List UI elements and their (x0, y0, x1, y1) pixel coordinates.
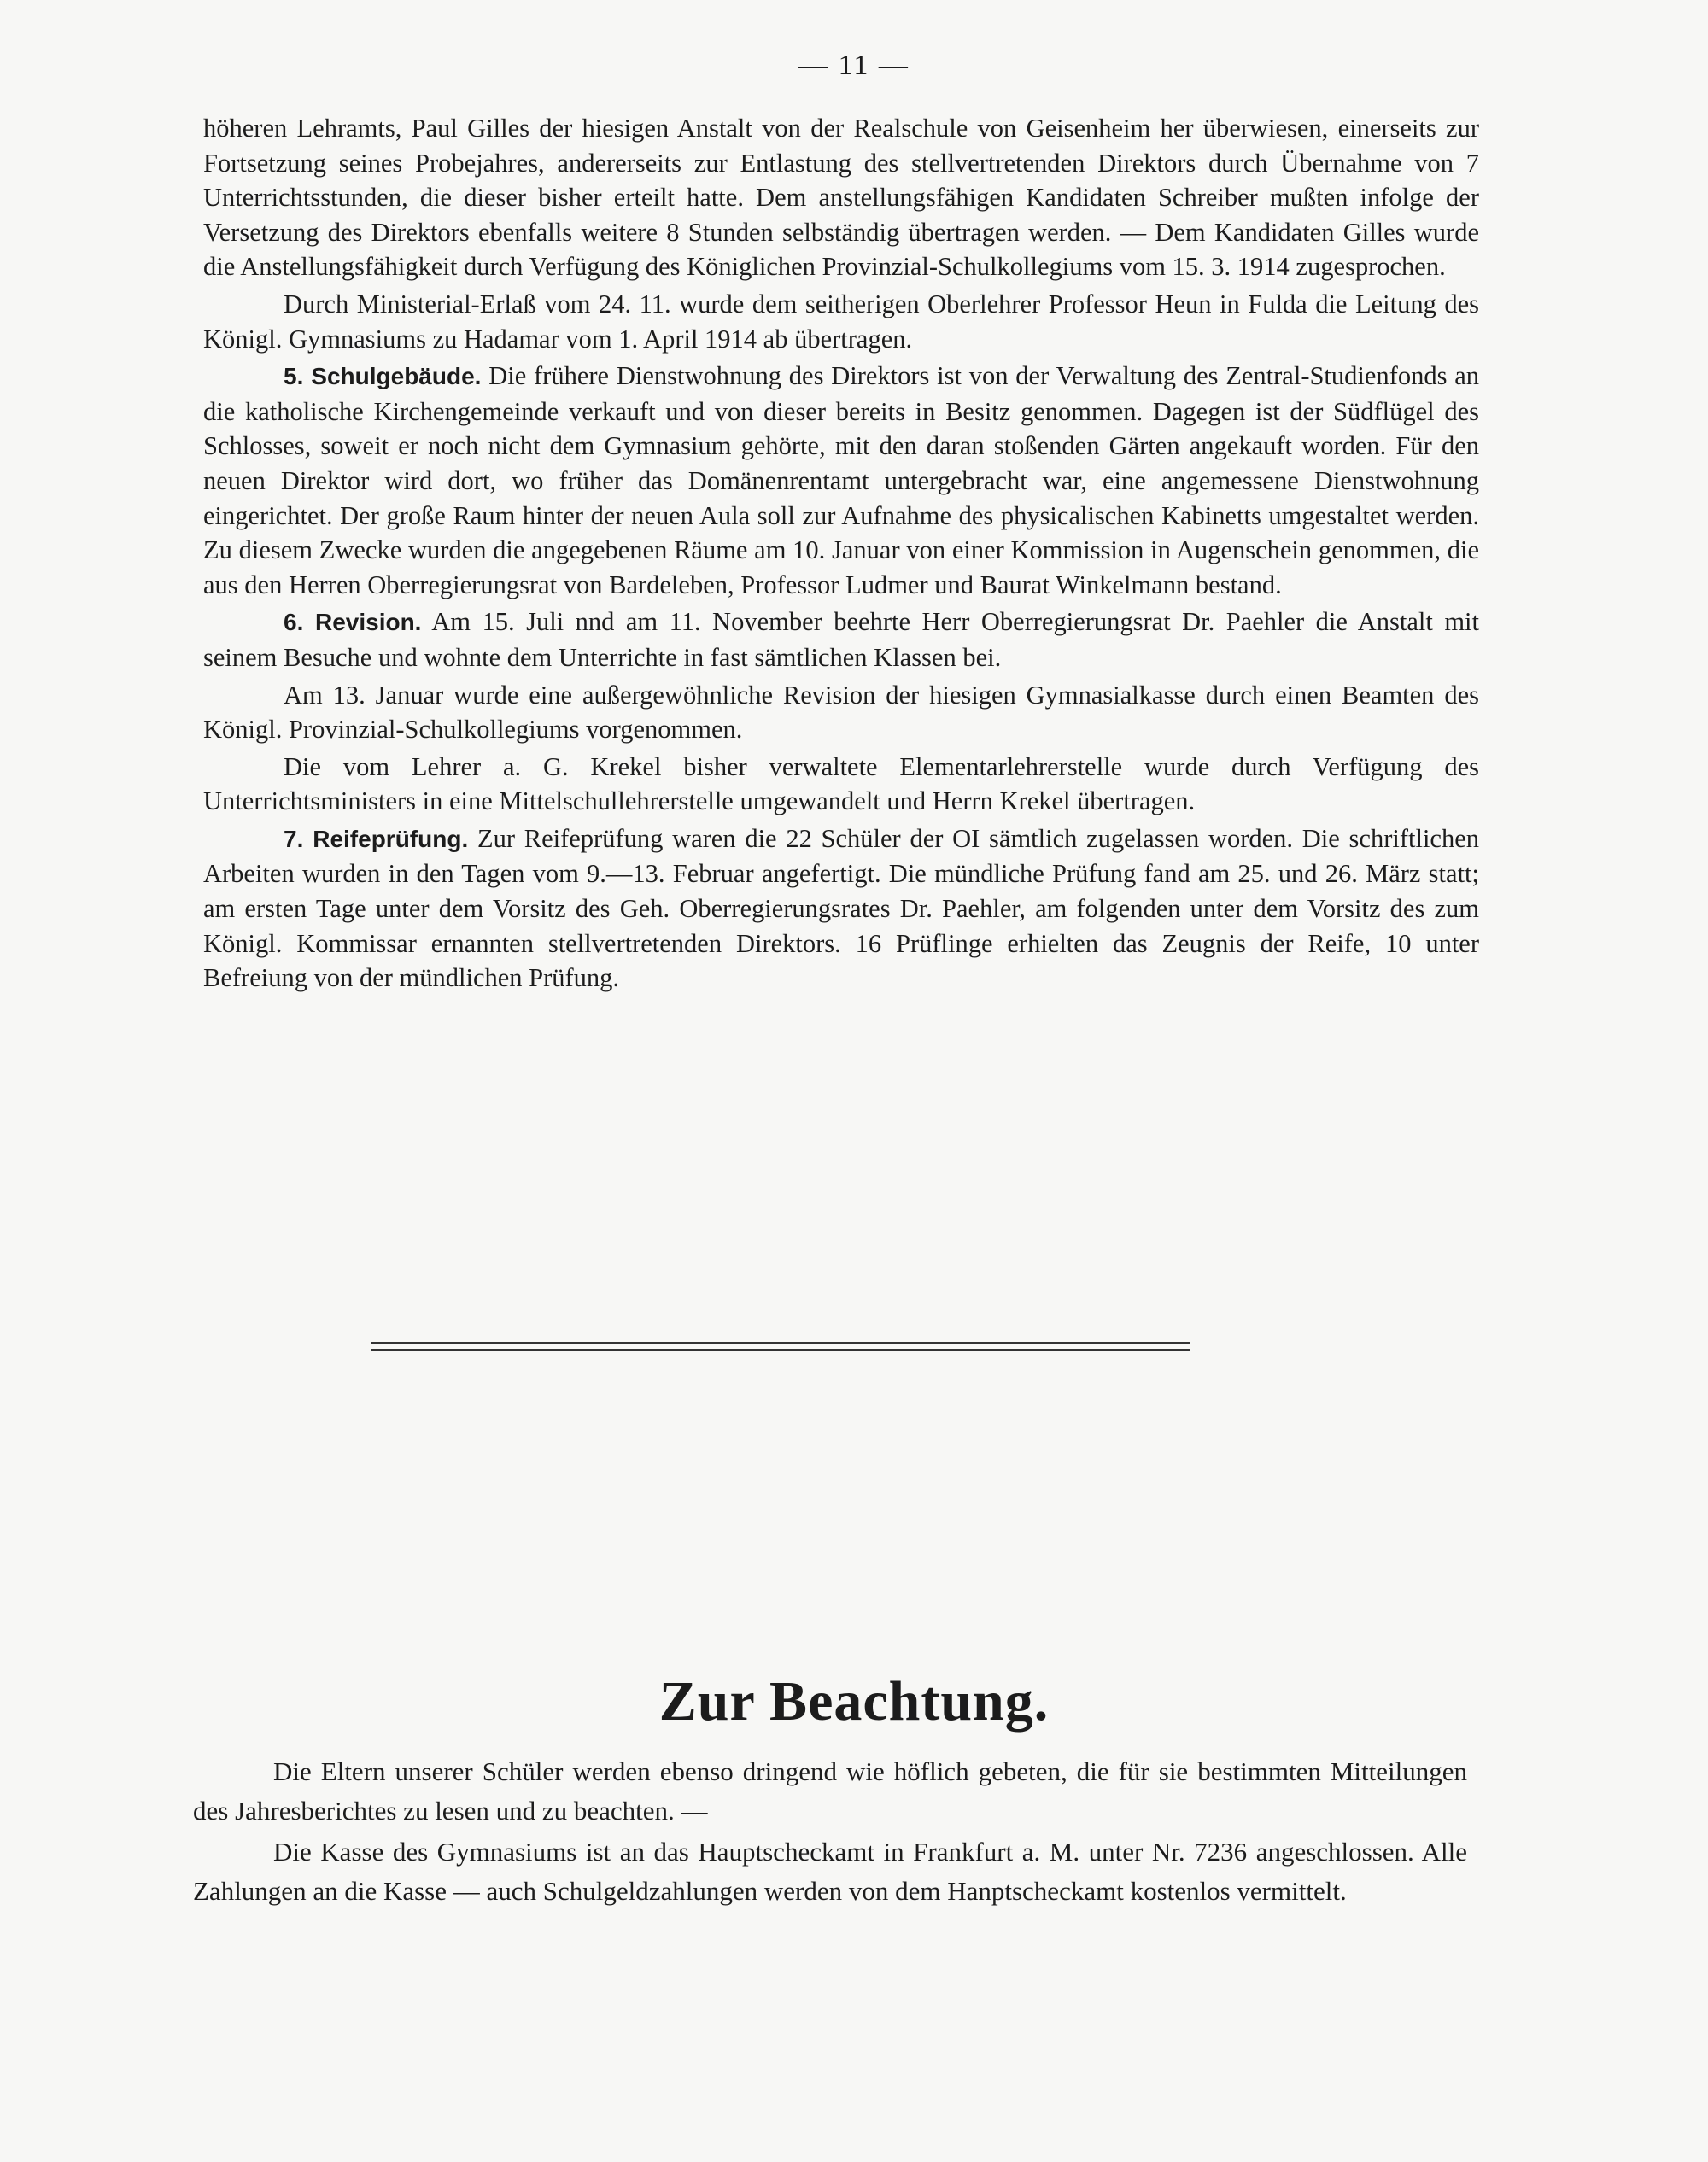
paragraph-teachers: höheren Lehramts, Paul Gilles der hiesigen Anstalt von der Realschule von Geisenheim her überwiesen, einerseits zur Fortsetzung seines Probejahres, andererseits zur Entlastung des stellvertretenden Direktors durch Übernahme von 7 Unterrichtsstunden, die dieser bisher erteilt hatte. Dem anstellungsfähigen Kandidaten Schreiber mußten infolge der Versetzung des Direktors ebenfalls weitere 8 Stunden selbständig übertragen werden. — Dem Kandidaten Gilles wurde die Anstellungsfähigkeit durch Verfügung des Königlichen Provinzial-Schulkollegiums vom 15. 3. 1914 zugesprochen. (203, 114, 1479, 282)
section-revision (203, 605, 1479, 675)
paragraph-director-appointment: Durch Ministerial-Erlaß vom 24. 11. wurde dem seitherigen Oberlehrer Professor Heun in Fulda die Leitung des Königl. Gymnasiums zu Hadamar vom 1. April 1914 ab übertragen. (203, 289, 1479, 354)
section-text-schulgebaeude: Die frühere Dienstwohnung des Direktors ist von der Verwaltung des Zentral-Studienfonds an die katholische Kirchengemeinde verkauft und von dieser bereits in Besitz genommen. Dagegen ist der Südflügel des Schlosses, soweit er noch nicht dem Gymnasium gehörte, mit den daran stoßenden Gärten angekauft worden. Für den neuen Direktor wird dort, wo früher das Domänenrentamt untergebracht war, eine angemessene Dienstwohnung eingerichtet. Der große Raum hinter der neuen Aula soll zur Aufnahme des physicalischen Kabinetts umgestaltet werden. Zu diesem Zwecke wurden die angegebenen Räume am 10. Januar von einer Kommission in Augenschein genommen, die aus den Herren Oberregierungsrat von Bardeleben, Professor Ludmer und Baurat Winkelmann bestand. (203, 361, 1480, 599)
section-text-reifepruefung: Zur Reifeprüfung waren die 22 Schüler der OI sämtlich zugelassen worden. Die schriftlichen Arbeiten wurden in den Tagen vom 9.—13. Februar angefertigt. Die mündliche Prüfung fand am 25. und 26. März statt; am ersten Tage unter dem Vorsitz des Geh. Oberregierungsrates Dr. Paehler, am folgenden unter dem Vorsitz des zum Königl. Kommissar ernannten stellvertretenden Direktors. 16 Prüflinge erhielten das Zeugnis der Reife, 10 unter Befreiung von der mündlichen Prüfung. (203, 823, 1479, 993)
section-heading-reifepruefung: 7. Reifeprüfung. (284, 825, 469, 852)
notice-paragraph-payments: Die Kasse des Gymnasiums ist an das Hauptscheckamt in Frankfurt a. M. unter Nr. 7236 angeschlossen. Alle Zahlungen an die Kasse — auch Schulgeldzahlungen werden von dem Hanptscheckamt kostenlos vermittelt. (193, 1837, 1467, 1906)
main-text (203, 111, 1479, 998)
notice-paragraph-parents: Die Eltern unserer Schüler werden ebenso dringend wie höflich gebeten, die für sie bestimmten Mitteilungen des Jahresberichtes zu lesen und zu beachten. — (193, 1756, 1467, 1826)
notice-text (193, 1752, 1467, 1913)
divider-line-top (371, 1342, 1190, 1344)
paragraph-teacher-position: Die vom Lehrer a. G. Krekel bisher verwaltete Elementarlehrerstelle wurde durch Verfügung des Unterrichtsministers in eine Mittelschullehrerstelle umgewandelt und Herrn Krekel übertragen. (203, 751, 1479, 816)
page-number: — 11 — (798, 50, 910, 81)
section-final-exam (203, 821, 1479, 996)
section-text-revision: Am 15. Juli nnd am 11. November beehrte Herr Oberregierungsrat Dr. Paehler die Anstalt mit seinem Besuche und wohnte dem Unterrichte in fast sämtlichen Klassen bei. (203, 607, 1479, 672)
section-heading-schulgebaeude: 5. Schulgebäude. (284, 363, 482, 390)
section-heading-revision: 6. Revision. (284, 609, 422, 636)
paragraph-cash-revision: Am 13. Januar wurde eine außergewöhnliche Revision der hiesigen Gymnasialkasse durch einen Beamten des Königl. Provinzial-Schulkollegiums vorgenommen. (203, 680, 1479, 745)
section-school-building (203, 359, 1479, 602)
divider-line-bottom (371, 1349, 1190, 1351)
notice-title: Zur Beachtung. (658, 1670, 1050, 1733)
